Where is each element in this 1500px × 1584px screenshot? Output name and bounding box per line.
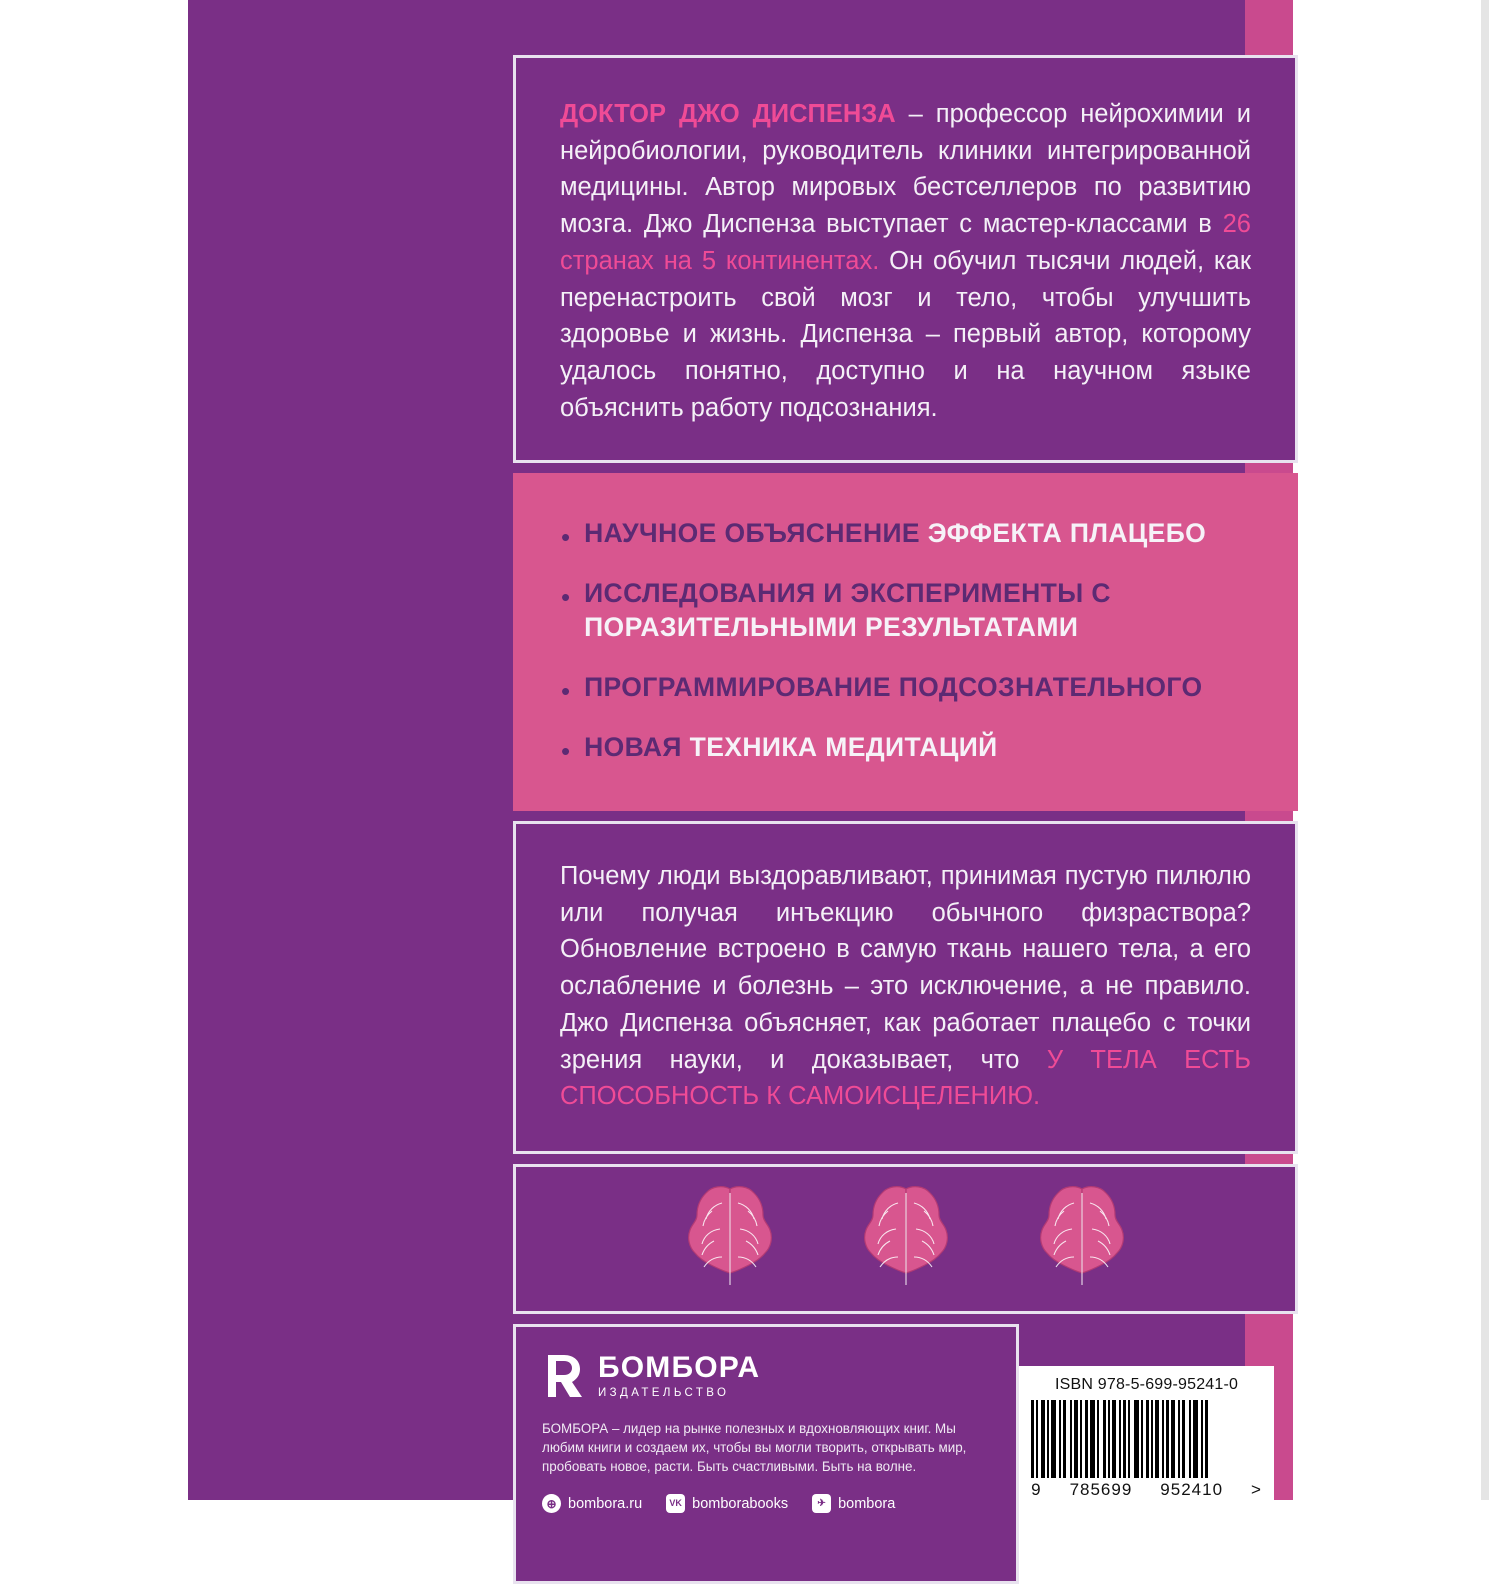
bullet-light-0: ЭФФЕКТА ПЛАЦЕБО (927, 518, 1207, 549)
cover-footer (513, 1324, 1298, 1584)
publisher-links (542, 1494, 990, 1513)
list-item (561, 731, 1250, 765)
bullet-text (584, 517, 1206, 551)
page-edge-shadow (1481, 0, 1489, 1500)
list-item (561, 517, 1250, 551)
key-features-block (513, 473, 1298, 811)
globe-icon: ⊕ (542, 1494, 561, 1513)
author-name: ДОКТОР ДЖО ДИСПЕНЗА (560, 100, 896, 128)
bullet-dot-icon: • (561, 522, 571, 553)
vk-link-label: bomborabooks (692, 1495, 789, 1512)
author-bio-part2: Он обучил тысячи людей, как перенастроить свой мозг и тело, чтобы улучшить здоровье и жизнь. Диспенза – первый автор, которому удалось понятно, доступно и на научном языке объяснить работу подсознания. (560, 246, 1251, 422)
author-bio-highlight: 26 странах на 5 континентах. (560, 210, 1251, 275)
book-description-block (513, 821, 1298, 1154)
telegram-icon: ✈ (812, 1494, 831, 1513)
bullet-light-1: ПОРАЗИТЕЛЬНЫМИ РЕЗУЛЬТАТАМИ (584, 612, 1079, 643)
brain-icon (682, 1185, 778, 1293)
bullet-text (584, 731, 998, 765)
publisher-block (513, 1324, 1019, 1584)
publisher-description: БОМБОРА – лидер на рынке полезных и вдохновляющих книг. Мы любим книги и создаем их, чтобы вы могли творить, открывать мир, пробовать новое, расти. Быть счастливыми. Быть на волне. (542, 1421, 967, 1475)
barcode-digit-end: > (1251, 1480, 1262, 1500)
book-back-cover (188, 0, 1293, 1512)
bullet-dark-3: НОВАЯ (584, 732, 690, 763)
publisher-name-group (598, 1350, 761, 1400)
description-highlight: У ТЕЛА ЕСТЬ СПОСОБНОСТЬ К САМОИСЦЕЛЕНИЮ. (560, 1045, 1251, 1111)
brain-illustration-strip (513, 1164, 1298, 1314)
bullet-dot-icon: • (561, 582, 571, 613)
description-part1: Почему люди выздоравливают, принимая пустую пилюлю или получая инъекцию обычного физраствора? Обновление встроено в самую ткань нашего тела, а его ослабление и болезнь – это исключение, а не правило. Джо Диспенза объясняет, как работает плацебо с точки зрения науки, и доказывает, что (560, 862, 1251, 1074)
brain-icon (1034, 1185, 1130, 1293)
bullet-dark-2: ПРОГРАММИРОВАНИЕ ПОДСОЗНАТЕЛЬНОГО (584, 672, 1203, 703)
website-link-label: bombora.ru (568, 1495, 643, 1512)
barcode-digit-mid: 785699 (1069, 1480, 1133, 1500)
barcode-digits (1031, 1480, 1262, 1500)
website-link[interactable] (542, 1494, 642, 1513)
publisher-logo-row (542, 1349, 990, 1403)
author-bio-block (513, 55, 1298, 463)
barcode-digit-left: 9 (1031, 1480, 1042, 1500)
telegram-link-label: bombora (838, 1495, 896, 1512)
author-bio-text (560, 96, 1251, 426)
cover-content-column (513, 55, 1298, 1584)
bullet-text (584, 671, 1202, 705)
brain-icon (858, 1185, 954, 1293)
barcode-digit-right: 952410 (1160, 1480, 1224, 1500)
bullet-light-3: ТЕХНИКА МЕДИТАЦИЙ (689, 732, 998, 763)
publisher-name: БОМБОРА (598, 1350, 761, 1384)
list-item (561, 671, 1250, 705)
author-bio-part1: – профессор нейрохимии и нейробиологии, руководитель клиники интегрированной медицины. Автор мировых бестселлеров по развитию мозга. Джо Диспенза выступает с мастер-классами в (560, 100, 1251, 239)
bullet-text (584, 577, 1250, 645)
barcode-bars (1031, 1400, 1262, 1478)
bullet-dark-0: НАУЧНОЕ ОБЪЯСНЕНИЕ (584, 518, 928, 549)
bullet-dark-1: ИССЛЕДОВАНИЯ И ЭКСПЕРИМЕНТЫ С (584, 578, 1111, 609)
bombora-logo-icon (542, 1349, 586, 1403)
list-item (561, 577, 1250, 645)
publisher-subtitle: ИЗДАТЕЛЬСТВО (598, 1386, 730, 1399)
bullet-dot-icon: • (561, 676, 571, 707)
telegram-link[interactable] (812, 1494, 895, 1513)
vk-icon: VK (666, 1494, 685, 1513)
vk-link[interactable] (666, 1494, 788, 1513)
isbn-text: ISBN 978-5-699-95241-0 (1054, 1376, 1239, 1394)
book-description-text (560, 858, 1251, 1115)
barcode-block (1019, 1366, 1274, 1508)
bullet-dot-icon: • (561, 736, 571, 767)
